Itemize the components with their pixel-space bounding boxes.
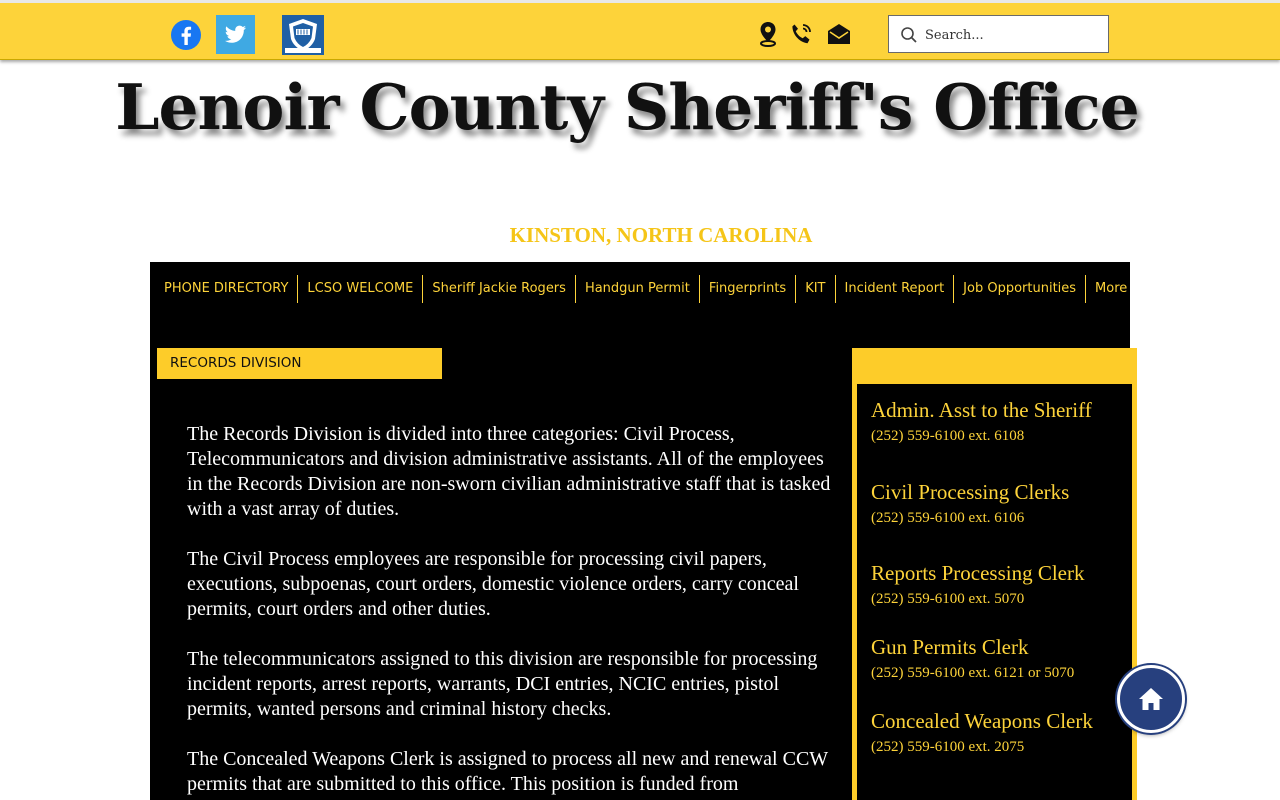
home-icon	[1138, 687, 1164, 711]
nav-item-kit[interactable]: KIT	[796, 275, 835, 303]
map-pin-icon[interactable]	[755, 21, 781, 47]
contact-role: Admin. Asst to the Sheriff	[871, 398, 1092, 422]
nav-item-fingerprints[interactable]: Fingerprints	[700, 275, 796, 303]
contact-phone[interactable]: (252) 559-6100 ext. 5070	[871, 591, 1025, 607]
nav-item-incident-report[interactable]: Incident Report	[836, 275, 955, 303]
paragraph: The Civil Process employees are responsible for processing civil papers, executions, subpoenas, court orders, domestic violence orders, carry conceal permits, court orders and other duties.	[187, 548, 799, 620]
site-title: Lenoir County Sheriff's Office	[115, 70, 1139, 144]
twitter-icon[interactable]	[216, 15, 255, 54]
nav-item-more[interactable]: More	[1095, 281, 1128, 296]
facebook-icon[interactable]	[168, 15, 208, 55]
contact-reports-processing	[871, 561, 1131, 609]
contact-phone[interactable]: (252) 559-6100 ext. 6108	[871, 428, 1025, 444]
contact-role: Gun Permits Clerk	[871, 635, 1029, 659]
search-input[interactable]	[925, 24, 1100, 46]
search-icon	[900, 26, 918, 44]
phone-icon[interactable]	[788, 21, 814, 47]
contact-admin-asst	[871, 398, 1131, 446]
paragraph: The Concealed Weapons Clerk is assigned to process all new and renewal CCW permits that are submitted to this office. This position is funded from	[187, 748, 828, 795]
contact-role: Reports Processing Clerk	[871, 561, 1085, 585]
contact-role: Civil Processing Clerks	[871, 480, 1070, 504]
mail-icon[interactable]	[826, 21, 852, 47]
search-box[interactable]	[888, 15, 1109, 53]
contact-civil-processing	[871, 480, 1131, 528]
sheriff-badge-icon[interactable]	[282, 15, 324, 55]
nav-item-lcso-welcome[interactable]: LCSO WELCOME	[298, 275, 423, 303]
contact-phone[interactable]: (252) 559-6100 ext. 2075	[871, 739, 1025, 755]
contact-phone[interactable]: (252) 559-6100 ext. 6106	[871, 510, 1025, 526]
contact-gun-permits	[871, 635, 1131, 683]
section-label: RECORDS DIVISION	[157, 348, 442, 379]
paragraph: The Records Division is divided into three categories: Civil Process, Telecommunicators and division administrative assistants. All of the employees in the Records Division are non-sworn civilian administrative staff that is tasked with a vast array of duties.	[187, 423, 831, 520]
nav-item-sheriff[interactable]: Sheriff Jackie Rogers	[423, 275, 576, 303]
contact-phone[interactable]: (252) 559-6100 ext. 6121 or 5070	[871, 665, 1075, 681]
records-description	[187, 422, 837, 800]
nav-item-phone-directory[interactable]: PHONE DIRECTORY	[155, 275, 298, 303]
top-bar	[0, 0, 1280, 60]
nav-item-job-opportunities[interactable]: Job Opportunities	[954, 275, 1086, 303]
paragraph: The telecommunicators assigned to this division are responsible for processing incident reports, arrest reports, warrants, DCI entries, NCIC entries, pistol permits, wanted persons and criminal history checks.	[187, 648, 818, 720]
nav-item-handgun-permit[interactable]: Handgun Permit	[576, 275, 700, 303]
site-subtitle: KINSTON, NORTH CAROLINA	[509, 223, 813, 247]
contact-role: Concealed Weapons Clerk	[871, 709, 1093, 733]
contact-concealed-weapons	[871, 709, 1131, 757]
home-button[interactable]	[1117, 665, 1185, 733]
main-nav	[155, 275, 1136, 303]
